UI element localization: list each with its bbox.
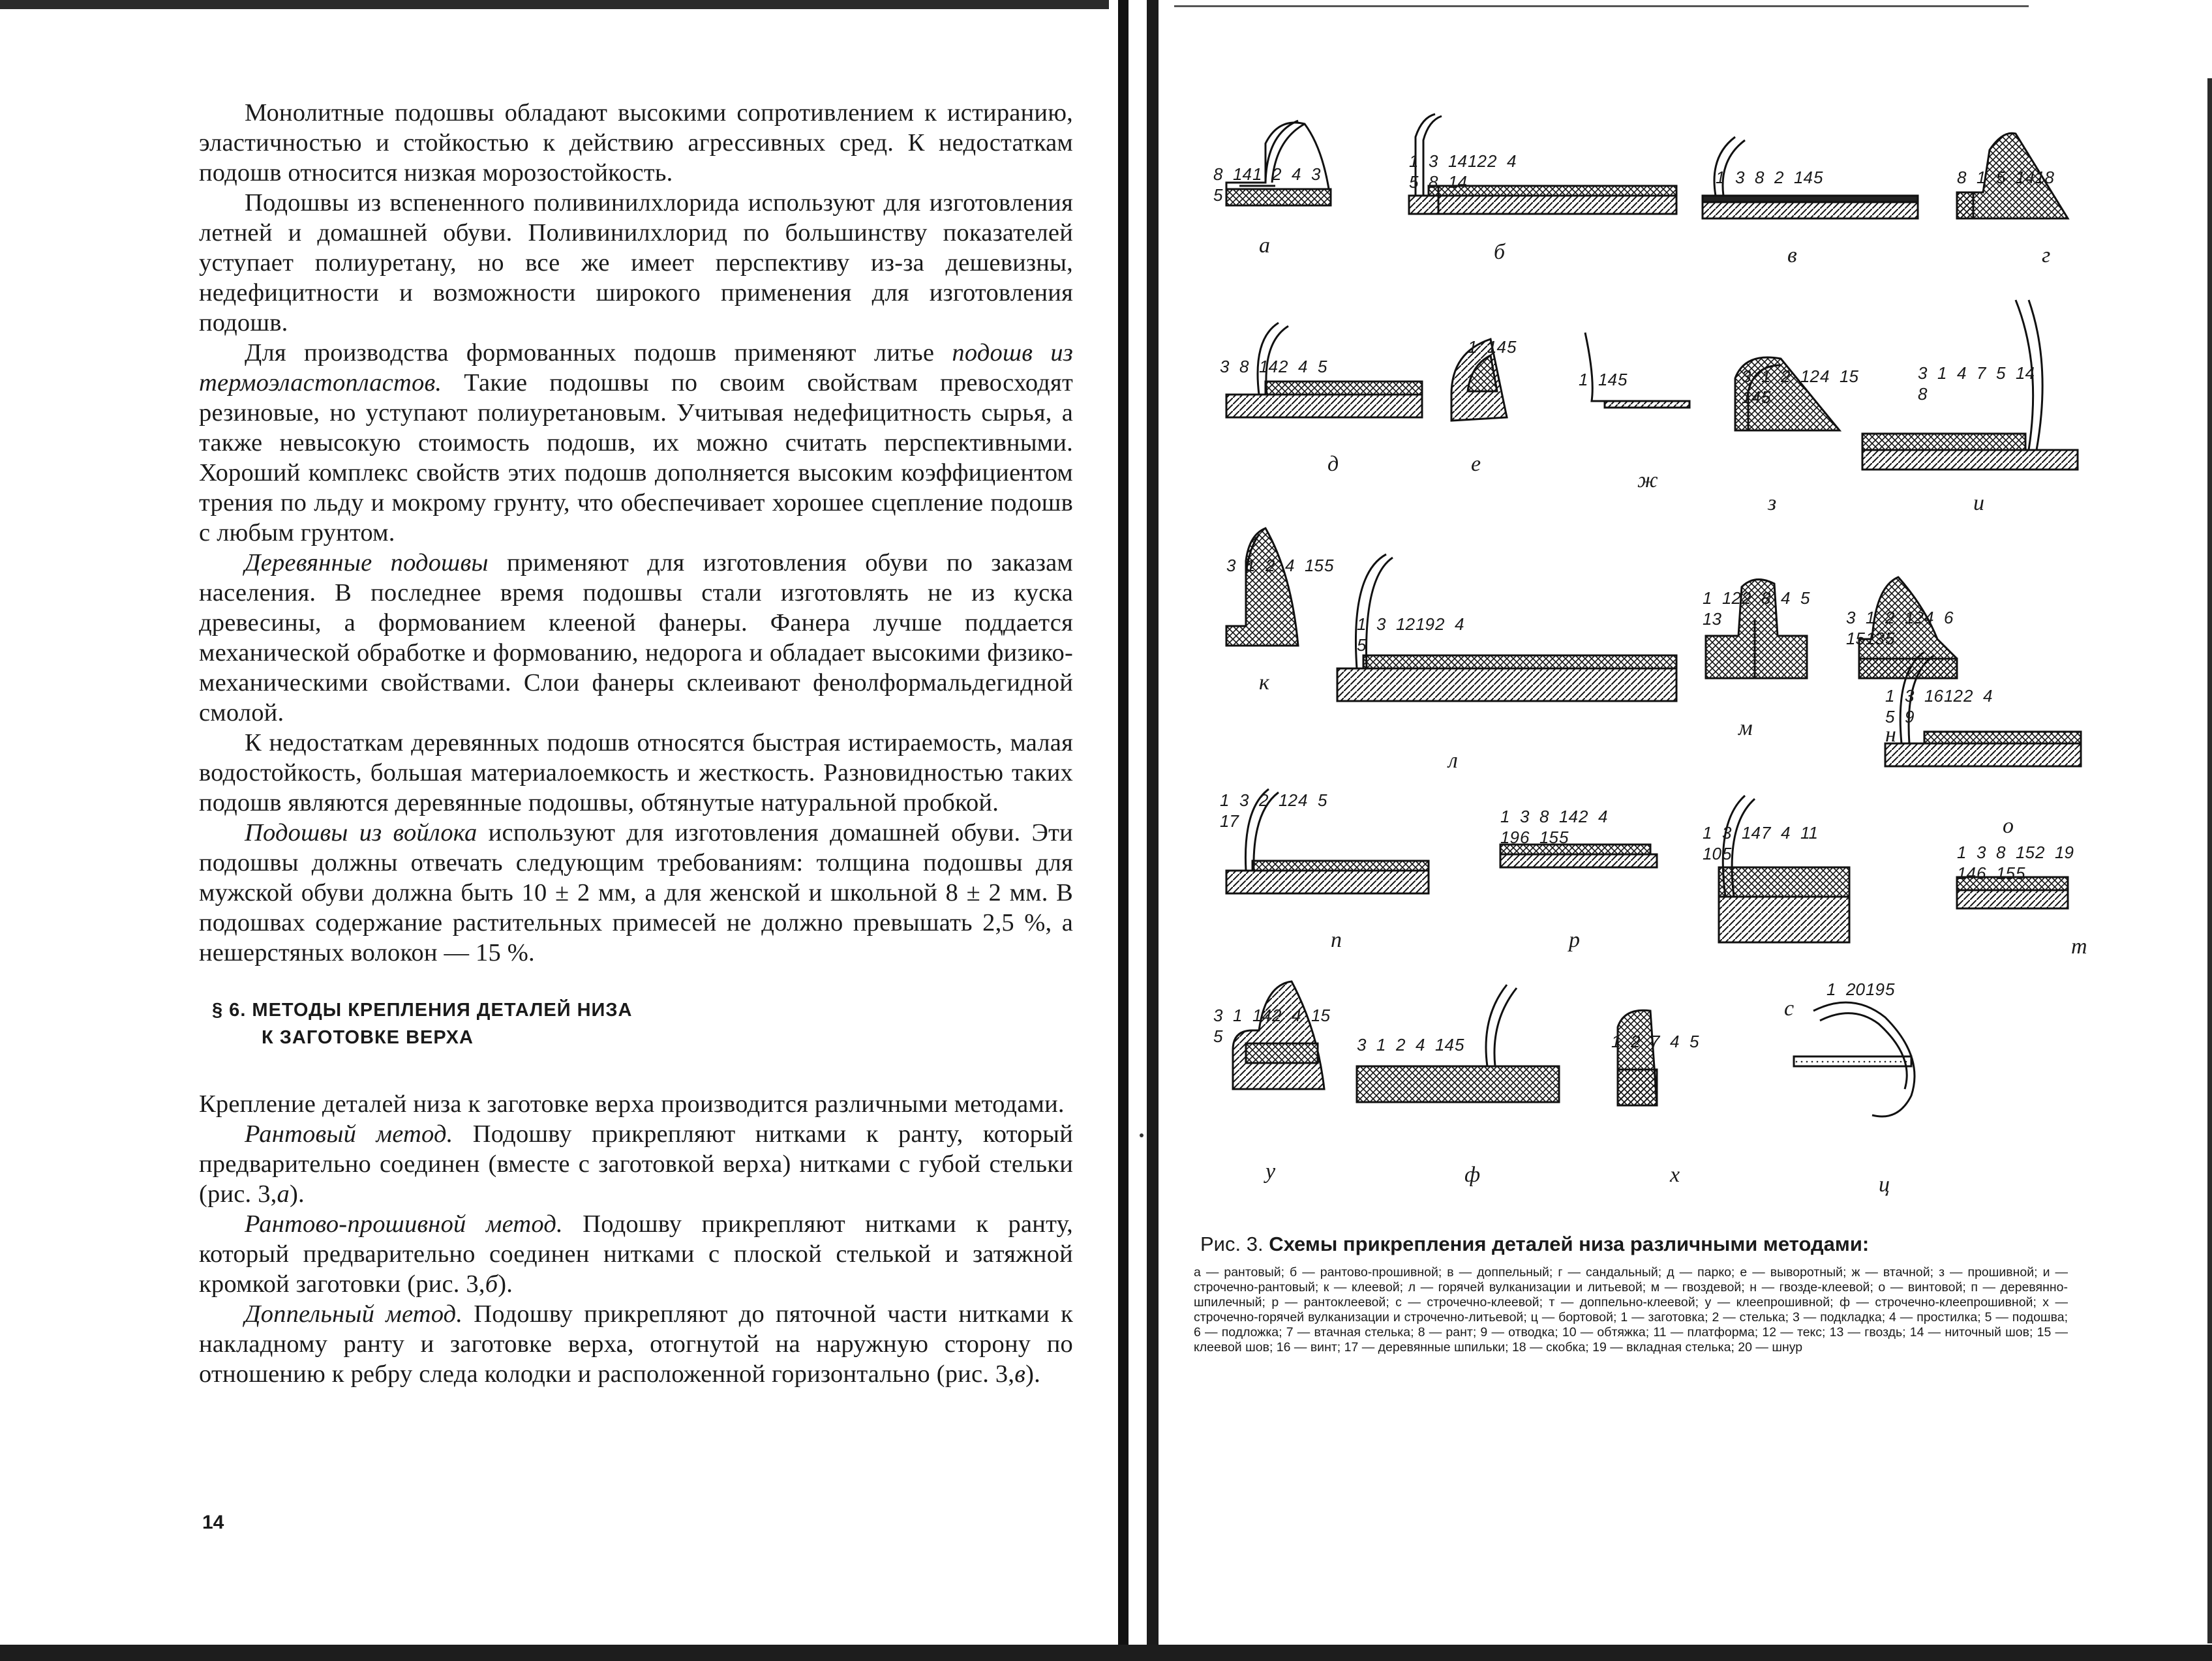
part-number-label: 5 xyxy=(1409,172,1419,192)
part-number-label: 8 xyxy=(1755,168,1765,187)
part-number-label: 3 xyxy=(1429,151,1438,171)
part-number-label: 4 xyxy=(1416,1035,1425,1055)
part-number-label: 14 xyxy=(2016,168,2035,187)
part-number-label: 1 xyxy=(1220,790,1230,810)
part-number-label: 4 xyxy=(1670,1032,1680,1051)
part-number-label: 3 xyxy=(1722,823,1732,843)
italic-term: Рантово-прошивной метод. xyxy=(245,1210,563,1238)
part-number-label: 4 xyxy=(1598,807,1608,826)
part-number-label: 5 xyxy=(1800,588,1810,608)
part-number-label: 1 xyxy=(1716,168,1725,187)
text-run: ). xyxy=(289,1180,305,1208)
part-number-label: 1 xyxy=(1937,363,1947,383)
text-run: Подошвы из вспененного поливинилхлорида используют для изготовления летней и домашней обуви. Поливинилхлорид по большинству показателей уступает полиуретану, но все же имеет перспективу из-за дешевизны, недефицитности и возможности широкого применения для изготовления подошв. xyxy=(199,189,1073,337)
part-number-label: 5 xyxy=(1324,556,1334,575)
part-number-label: 2 xyxy=(1272,1006,1282,1025)
scan-top-edge xyxy=(0,0,1122,14)
panel-letter-p: п xyxy=(1331,928,1342,952)
part-number-label: 14 xyxy=(1487,337,1506,357)
paragraph xyxy=(199,548,1073,728)
part-number-label: 1 xyxy=(1246,556,1256,575)
panel-letter-v: в xyxy=(1787,243,1797,267)
part-number-label: 3 xyxy=(1220,357,1230,376)
part-number-label: 5 xyxy=(1455,1035,1464,1055)
part-number-label: 9 xyxy=(1905,707,1915,726)
part-number-label: 2 xyxy=(1487,151,1497,171)
panel-letter-h: х xyxy=(1670,1163,1680,1187)
panel-letter-e: е xyxy=(1471,452,1481,476)
part-number-label: 2 xyxy=(1742,588,1751,608)
part-number-label: 3 xyxy=(1239,790,1249,810)
part-number-label: 17 xyxy=(1220,811,1239,831)
panel-letter-m: м xyxy=(1738,716,1753,740)
part-number-label: 5 xyxy=(1618,370,1628,389)
part-number-label: 5 xyxy=(1885,629,1895,648)
part-number-label: 8 xyxy=(1429,172,1438,192)
book-spine xyxy=(1109,0,1174,1661)
part-number-label: 19 xyxy=(1866,980,1885,999)
part-number-label: 14 xyxy=(1448,172,1467,192)
part-number-label: 20 xyxy=(1846,980,1865,999)
part-number-label: 4 xyxy=(1924,608,1934,627)
text-run: К недостаткам деревянных подошв относятся быстрая истираемость, малая водостойкость, большая материалоемкость и жесткость. Разновидностью таких подошв являются деревянные подошвы, обтянутые натуральной пробкой. xyxy=(199,729,1073,816)
part-number-label: 2 xyxy=(1265,556,1275,575)
part-number-label: 7 xyxy=(1977,363,1986,383)
part-number-label: 14 xyxy=(1448,151,1467,171)
text-run: Подошву прикрепляют нитками к ранту, который предварительно соединен нитками с плоской стелькой и затяжной кромкой заготовки (рис. 3, xyxy=(199,1210,1074,1298)
panel-l-drawing xyxy=(1337,554,1676,701)
panel-letter-i: и xyxy=(1973,491,1984,515)
part-number-label: 14 xyxy=(1559,807,1578,826)
part-number-label: 16 xyxy=(1924,686,1943,706)
text-run: Для производства формованных подошв применяют литье xyxy=(245,339,952,367)
part-number-label: 15 xyxy=(1840,367,1858,386)
panel-letter-f: ф xyxy=(1464,1163,1481,1187)
part-number-label: 19 xyxy=(2055,843,2074,862)
part-number-label: 2 xyxy=(1963,686,1973,706)
part-number-label: 1 xyxy=(1761,367,1771,386)
part-number-label: 5 xyxy=(1885,707,1895,726)
part-number-label: 4 xyxy=(1292,1006,1301,1025)
part-number-label: 5 xyxy=(1996,363,2006,383)
part-number-label: 3 xyxy=(1357,1035,1367,1055)
part-number-label: 2 xyxy=(1272,164,1282,184)
part-number-label: 2 xyxy=(2035,843,2045,862)
part-number-label: 5 xyxy=(1559,828,1569,847)
paragraph xyxy=(199,818,1073,968)
text-run: применяют для изготовления обуви по заказам населения. В последнее время подошвы стали изготовлять не из куска древесины, а формованием клееной фанеры. Фанера лучше поддается механической обработке и формованию, недорога и обладает высокими физико-механическими свойствами. Слои фанеры склеивают фенолформальдегидной смолой. xyxy=(199,549,1073,726)
part-number-label: 12 xyxy=(1905,608,1924,627)
text-run: ). xyxy=(498,1270,513,1298)
caption-title-text: Схемы прикрепления деталей низа различными методами: xyxy=(1269,1233,1870,1255)
paragraphs-block-1 xyxy=(199,98,1073,968)
part-number-label: 13 xyxy=(1703,609,1721,629)
part-number-label: 1 xyxy=(1468,337,1477,357)
part-number-label: 14 xyxy=(1252,1006,1271,1025)
part-number-label: 15 xyxy=(1311,1006,1330,1025)
part-number-label: 3 xyxy=(1376,614,1386,634)
part-number-label: 4 xyxy=(1820,367,1830,386)
part-number-label: 8 xyxy=(1918,384,1928,404)
part-number-label: 4 xyxy=(1983,686,1993,706)
part-number-label: 5 xyxy=(1213,1026,1223,1046)
section-heading-line1: § 6. МЕТОДЫ КРЕПЛЕНИЯ ДЕТАЛЕЙ НИЗА xyxy=(212,1000,633,1021)
part-number-label: 5 xyxy=(1813,168,1823,187)
panel-letter-zh: ж xyxy=(1637,468,1658,492)
part-number-label: 3 xyxy=(1520,807,1530,826)
section-heading-line2: К ЗАГОТОВКЕ ВЕРХА xyxy=(262,1027,474,1048)
part-number-label: 3 xyxy=(1226,556,1236,575)
part-number-label: 15 xyxy=(1305,556,1324,575)
section-heading xyxy=(212,996,1073,1051)
part-number-label: 2 xyxy=(1396,1035,1406,1055)
part-number-label: 7 xyxy=(1650,1032,1660,1051)
paragraph xyxy=(199,188,1073,338)
part-number-label: 3 xyxy=(1311,164,1321,184)
part-number-label: 4 xyxy=(1292,164,1301,184)
part-number-label: 3 xyxy=(1213,1006,1223,1025)
part-number-label: 3 xyxy=(1846,608,1856,627)
part-number-label: 2 xyxy=(1631,1032,1641,1051)
panel-letter-l: л xyxy=(1448,749,1458,773)
scan-bottom-edge xyxy=(0,1645,2212,1661)
paragraph xyxy=(199,1119,1073,1209)
part-number-label: 8 xyxy=(1213,164,1223,184)
part-number-label: 5 xyxy=(1722,844,1732,863)
part-number-label: 3 xyxy=(1977,843,1986,862)
part-number-label: 15 xyxy=(1539,828,1558,847)
panel-letter-a: а xyxy=(1259,233,1270,258)
panel-letter-s: с xyxy=(1784,996,1795,1021)
paragraph xyxy=(199,98,1073,188)
part-number-label: 4 xyxy=(1507,151,1517,171)
part-number-label: 4 xyxy=(1957,363,1967,383)
part-number-label: 12 xyxy=(1722,588,1741,608)
text-run: используют для изготовления домашней обуви. Эти подошвы должны отвечать следующим требованиям: толщина подошвы для мужской обуви должна быть 10 ± 2 мм, а для женской и школьной 8 ± 2 мм. В подошвах содержание растительных примесей не должно превышать 2,5 %, а нешерстяных волокон — 15 %. xyxy=(199,819,1073,966)
panel-letter-z: з xyxy=(1768,491,1777,515)
panel-letter-ts: ц xyxy=(1879,1173,1890,1197)
panel-u-drawing xyxy=(1233,981,1324,1089)
part-number-label: 14 xyxy=(1957,863,1976,883)
part-number-label: 1 xyxy=(1500,807,1510,826)
panel-s-drawing xyxy=(1719,796,1849,942)
caption-title xyxy=(1200,1231,2068,1257)
part-number-label: 8 xyxy=(1957,168,1967,187)
part-number-label: 1 xyxy=(1376,1035,1386,1055)
panel-letter-b: б xyxy=(1494,240,1506,264)
part-number-label: 14 xyxy=(2016,363,2035,383)
margin-speck xyxy=(1140,1133,1144,1137)
part-number-label: 4 xyxy=(1298,357,1308,376)
part-number-label: 4 xyxy=(1285,556,1295,575)
panel-i-drawing xyxy=(1862,300,2078,470)
part-number-label: 6 xyxy=(1977,863,1986,883)
part-number-label: 5 xyxy=(1507,337,1517,357)
part-number-label: 1 xyxy=(1703,588,1712,608)
figure-drawings xyxy=(1194,104,2087,1206)
part-number-label: 4 xyxy=(1298,790,1308,810)
paragraphs-block-2 xyxy=(199,1089,1073,1389)
part-number-label: 2 xyxy=(1774,168,1784,187)
part-number-label: 8 xyxy=(1239,357,1249,376)
part-number-label: 1 xyxy=(1233,1006,1243,1025)
panel-letter-k: к xyxy=(1259,670,1269,695)
italic-term: в xyxy=(1014,1360,1026,1388)
panel-letter-g: г xyxy=(2042,243,2051,267)
part-number-label: 5 xyxy=(1213,185,1223,205)
part-number-label: 2 xyxy=(1279,357,1288,376)
part-number-label: 2 xyxy=(1579,807,1588,826)
part-number-label: 13 xyxy=(1866,629,1885,648)
part-number-label: 4 xyxy=(1781,588,1791,608)
panel-k-drawing xyxy=(1226,528,1298,646)
italic-term: подошв из термоэластопластов. xyxy=(199,339,1073,397)
part-number-label: 12 xyxy=(1468,151,1487,171)
part-number-label: 2 xyxy=(1781,367,1791,386)
part-number-label: 12 xyxy=(1944,686,1963,706)
part-number-label: 1 xyxy=(1885,686,1895,706)
part-number-label: 1 xyxy=(1977,168,1986,187)
panel-letter-t: т xyxy=(2071,935,2087,959)
part-number-label: 15 xyxy=(1996,863,2015,883)
text-run: Монолитные подошвы обладают высокими сопротивлением к истиранию, эластичностью и стойкостью к действию агрессивных сред. К недостаткам подошв относится низкая морозостойкость. xyxy=(199,99,1073,187)
part-number-label: 14 xyxy=(1742,387,1761,407)
part-number-label: 2 xyxy=(1259,790,1269,810)
part-number-label: 1 xyxy=(1611,1032,1621,1051)
panel-h-drawing xyxy=(1618,1010,1660,1105)
part-number-label: 3 xyxy=(1905,686,1915,706)
left-page-text xyxy=(199,98,1073,1389)
italic-term: а xyxy=(277,1180,290,1208)
part-number-label: 3 xyxy=(1918,363,1928,383)
part-number-label: 14 xyxy=(1742,823,1761,843)
italic-term: Доппельный метод. xyxy=(245,1300,463,1328)
panel-letter-o: о xyxy=(2003,814,2014,838)
figure-caption xyxy=(1194,1231,2068,1355)
part-number-label: 5 xyxy=(1689,1032,1699,1051)
caption-legend: а — рантовый; б — рантово-прошивной; в — доппельный; г — сандальный; д — парко; е — выворотный; ж — втачной; з — прошивной; и — строчечно-рантовый; к — клеевой; л — горячей вулканизации и литьевой; м — гвоздевой; н — гвоздe-клеевой; о — винтовой; п — деревянно-шпилечный; р — рантоклеевой; с — строчечно-клеевой; т — доппельно-клеевой; у — клеепрошивной; ф — строчечно-клеепрошивной; х — строчечно-горячей вулканизации и строчечно-литьевой; ц — бортовой; 1 — заготовка; 2 — стелька; 3 — подкладка; 4 — простилка; 5 — подошва; 6 — подложка; 7 — втачная стелька; 8 — рант; 9 — отводка; 10 — обтяжка; 11 — платформа; 12 — текс; 13 — гвоздь; 14 — ниточный шов; 15 — клеевой шов; 16 — винт; 17 — деревянные шпильки; 18 — скобка; 19 — вкладная стелька; 20 — шнур xyxy=(1194,1265,2068,1354)
text-run: ). xyxy=(1025,1360,1040,1388)
part-number-label: 1 xyxy=(1826,980,1836,999)
part-number-label: 15 xyxy=(2016,843,2035,862)
part-number-label: 5 xyxy=(1885,980,1895,999)
part-number-label: 8 xyxy=(1539,807,1549,826)
scan-right-edge xyxy=(2207,78,2212,1643)
part-number-label: 1 xyxy=(1579,370,1588,389)
part-number-label: 5 xyxy=(1357,635,1367,655)
part-number-label: 12 xyxy=(1396,614,1415,634)
part-number-label: 5 xyxy=(1318,357,1327,376)
part-number-label: 8 xyxy=(1761,588,1771,608)
italic-term: Деревянные подошвы xyxy=(245,549,489,576)
part-number-label: 2 xyxy=(1435,614,1445,634)
part-number-label: 5 xyxy=(2016,863,2025,883)
part-number-label: 1 xyxy=(1409,151,1419,171)
part-number-label: 19 xyxy=(1416,614,1434,634)
part-number-label: 14 xyxy=(1435,1035,1454,1055)
part-number-label: 19 xyxy=(1500,828,1519,847)
part-number-label: 3 xyxy=(1735,168,1745,187)
panel-letter-u: у xyxy=(1265,1160,1276,1184)
panel-letter-r: р xyxy=(1569,928,1580,952)
part-number-label: 14 xyxy=(1598,370,1617,389)
italic-term: б xyxy=(485,1270,498,1298)
part-number-label: 18 xyxy=(2035,168,2054,187)
part-number-label: 1 xyxy=(1957,843,1967,862)
page-number: 14 xyxy=(202,1512,224,1533)
text-run: Подошву прикрепляют до пяточной части нитками к накладному ранту и заготовке верха, отогнутой на наружную сторону по отношению к ребру следа колодки и расположенной горизонтально (рис. 3, xyxy=(199,1300,1073,1388)
part-number-label: 12 xyxy=(1800,367,1819,386)
part-number-label: 2 xyxy=(1885,608,1895,627)
part-number-label: 15 xyxy=(1846,629,1865,648)
text-run: Такие подошвы по своим свойствам превосходят резиновые, но уступают полиуретановым. Учитывая недефицитность сырья, а также невысокую стоимость подошв, их можно считать перспективными. Хороший комплекс свойств этих подошв дополняется высоким коэффициентом трения по льду и мокрому грунту, что обеспечивает хорошее сцепление подошв с любым грунтом. xyxy=(199,369,1073,546)
italic-term: Рантовый метод. xyxy=(245,1120,453,1148)
part-number-label: 1 xyxy=(1252,164,1262,184)
part-number-label: 14 xyxy=(1794,168,1813,187)
part-number-label: 11 xyxy=(1800,823,1818,843)
part-number-label: 4 xyxy=(1455,614,1464,634)
part-number-label: 12 xyxy=(1279,790,1297,810)
text-run: Подошву прикрепляют нитками к ранту, который предварительно соединен (вместе с заготовкой верха) нитками с губой стельки (рис. 3, xyxy=(199,1120,1073,1208)
part-number-label: 1 xyxy=(1703,823,1712,843)
panel-letter-n: н xyxy=(1885,723,1896,747)
paragraph xyxy=(199,1089,1073,1119)
scan-top-rule xyxy=(1168,5,2029,7)
part-number-label: 5 xyxy=(1318,790,1327,810)
part-number-label: 10 xyxy=(1703,844,1721,863)
caption-prefix: Рис. 3. xyxy=(1200,1233,1264,1255)
figure-3 xyxy=(1194,104,2087,1206)
part-number-label: 14 xyxy=(1233,164,1252,184)
part-number-label: 6 xyxy=(1944,608,1954,627)
italic-term: Подошвы из войлока xyxy=(245,819,477,846)
part-number-label: 5 xyxy=(1761,387,1771,407)
paragraph xyxy=(199,338,1073,548)
part-number-label: 6 xyxy=(1520,828,1530,847)
part-number-label: 5 xyxy=(1996,168,2006,187)
part-number-label: 3 xyxy=(1742,367,1751,386)
paragraph xyxy=(199,728,1073,818)
part-number-label: 1 xyxy=(1866,608,1875,627)
panel-p-drawing xyxy=(1226,789,1429,893)
panel-ts-drawing xyxy=(1794,1002,1915,1116)
paragraph xyxy=(199,1299,1073,1389)
text-run: Крепление деталей низа к заготовке верха производится различными методами. xyxy=(199,1090,1065,1118)
part-number-label: 14 xyxy=(1259,357,1278,376)
part-number-label: 1 xyxy=(1357,614,1367,634)
part-number-label: 7 xyxy=(1761,823,1771,843)
paragraph xyxy=(199,1209,1073,1299)
part-number-label: 8 xyxy=(1996,843,2006,862)
part-number-label: 4 xyxy=(1781,823,1791,843)
panel-letter-d: д xyxy=(1327,452,1339,476)
